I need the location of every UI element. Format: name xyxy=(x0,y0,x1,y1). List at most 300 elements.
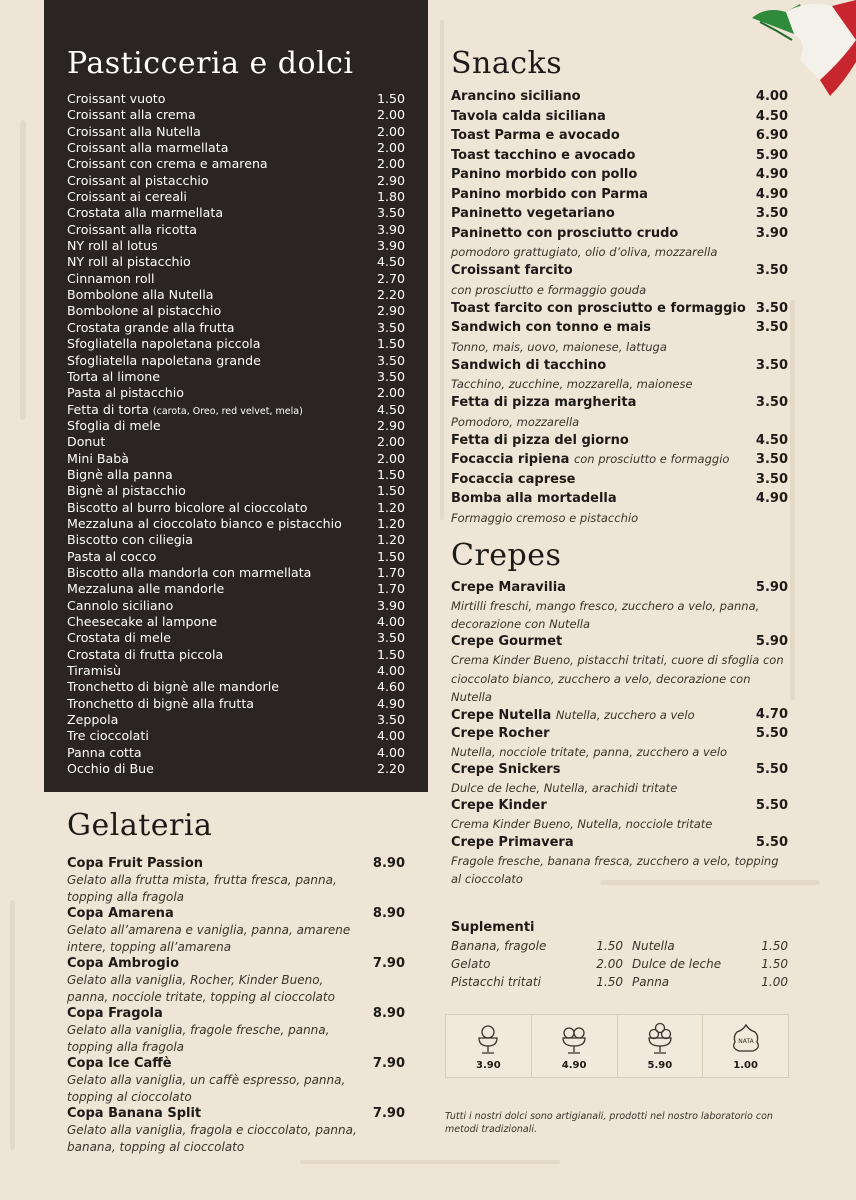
item-price: 3.50 xyxy=(755,300,788,316)
item-name: Tiramisù xyxy=(67,663,122,679)
item-price: 2.00 xyxy=(376,156,405,172)
menu-item xyxy=(67,124,405,140)
menu-item xyxy=(67,565,405,581)
item-name: Fetta di pizza del giorno xyxy=(451,432,629,448)
item-price: 4.70 xyxy=(755,707,788,723)
item-description: Gelato alla vaniglia, Rocher, Kinder Bueno, panna, nocciole tritate, topping al cioccolato xyxy=(67,973,335,1004)
item-name-wrap xyxy=(451,146,635,166)
item-name: Paninetto con prosciutto crudo xyxy=(451,225,679,241)
item-name: Crepe Primavera xyxy=(451,834,574,850)
menu-item xyxy=(67,369,405,385)
suplemento-price: 1.00 xyxy=(761,975,788,989)
item-name: Copa Fragola xyxy=(67,1006,163,1021)
item-price: 4.90 xyxy=(376,695,405,711)
item-name: Focaccia caprese xyxy=(451,471,576,487)
suplementi-section xyxy=(451,920,788,991)
item-name-wrap xyxy=(451,299,746,319)
menu-item xyxy=(67,712,405,728)
menu-item xyxy=(67,140,405,156)
item-name-wrap xyxy=(67,402,303,418)
item-price: 4.50 xyxy=(755,432,788,448)
menu-item xyxy=(451,797,788,815)
item-name: Cheesecake al lampone xyxy=(67,614,217,629)
item-name-wrap xyxy=(67,565,311,581)
scoop-price: 5.90 xyxy=(647,1059,673,1071)
item-price: 1.50 xyxy=(376,548,405,564)
item-name: Toast tacchino e avocado xyxy=(451,147,636,163)
item-price: 2.00 xyxy=(376,434,405,450)
item-head xyxy=(67,905,405,922)
suplemento-price: 1.50 xyxy=(596,939,623,953)
item-name-wrap xyxy=(67,254,191,270)
menu-item xyxy=(67,418,405,434)
item-head xyxy=(67,1005,405,1022)
menu-item xyxy=(451,706,788,725)
item-name: Crepe Nutella xyxy=(451,708,552,724)
item-description: Nutella, nocciole tritate, panna, zucchero a velo xyxy=(451,745,728,760)
menu-item xyxy=(451,107,788,127)
item-head xyxy=(67,1105,405,1122)
item-price: 1.50 xyxy=(376,91,405,106)
item-price: 7.90 xyxy=(372,956,405,971)
item-price: 2.00 xyxy=(376,107,405,123)
menu-item xyxy=(451,761,788,779)
item-head xyxy=(67,1055,405,1072)
item-name: Croissant farcito xyxy=(451,263,573,278)
item-price: 2.20 xyxy=(376,287,405,303)
item-price: 3.50 xyxy=(755,395,788,410)
menu-item xyxy=(67,532,405,548)
item-price: 3.50 xyxy=(755,263,788,278)
scoop-nata xyxy=(703,1015,788,1077)
pasticceria-title: Pasticceria e dolci xyxy=(67,46,354,81)
item-name: Sandwich di tacchino xyxy=(451,357,607,373)
item-name: Sandwich con tonno e mais xyxy=(451,320,652,335)
menu-item xyxy=(67,254,405,270)
suplementi-title: Suplementi xyxy=(451,920,535,935)
item-price: 8.90 xyxy=(372,906,405,921)
footer-note: Tutti i nostri dolci sono artigianali, prodotti nel nostro laboratorio con metodi tradizionali. xyxy=(445,1111,773,1135)
item-name: Zeppola xyxy=(67,712,119,728)
item-price: 3.50 xyxy=(755,471,788,487)
item-name-wrap xyxy=(67,336,261,352)
item-name: Croissant con crema e amarena xyxy=(67,156,268,172)
menu-item xyxy=(67,91,405,107)
one-scoop-cup-icon xyxy=(471,1022,505,1056)
item-name-wrap xyxy=(67,222,197,238)
item-name: Copa Fruit Passion xyxy=(67,856,204,871)
menu-item xyxy=(67,434,405,450)
item-name-wrap xyxy=(67,712,118,728)
item-name-wrap xyxy=(451,356,606,376)
item-name-wrap xyxy=(67,679,279,695)
item-price: 4.50 xyxy=(755,108,788,124)
item-name: Biscotto alla mandorla con marmellata xyxy=(67,564,312,580)
item-name: Crepe Maravilia xyxy=(451,580,566,595)
item-name: Occhio di Bue xyxy=(67,761,154,777)
menu-item xyxy=(67,1105,405,1155)
menu-item xyxy=(67,745,405,761)
item-name: Croissant al pistacchio xyxy=(67,172,209,188)
item-name: Cannolo siciliano xyxy=(67,597,174,613)
item-inline-desc: Nutella, zucchero a velo xyxy=(555,708,695,723)
item-name: Pasta al cocco xyxy=(67,548,157,564)
menu-item xyxy=(67,630,405,646)
item-name-wrap xyxy=(451,204,615,224)
menu-item xyxy=(451,318,788,338)
item-name: Cinnamon roll xyxy=(67,270,155,286)
suplemento-price: 1.50 xyxy=(761,939,788,953)
item-price: 4.90 xyxy=(755,491,788,506)
item-name-wrap xyxy=(67,320,235,336)
menu-item xyxy=(67,647,405,663)
menu-item xyxy=(451,431,788,451)
item-name: Croissant alla Nutella xyxy=(67,123,201,139)
item-head xyxy=(67,955,405,972)
item-name: Bignè al pistacchio xyxy=(67,483,186,499)
item-price: 1.20 xyxy=(376,532,405,548)
item-price: 1.80 xyxy=(376,189,405,205)
item-name: Croissant alla ricotta xyxy=(67,221,197,237)
menu-item xyxy=(67,483,405,499)
item-name: Fetta di pizza margherita xyxy=(451,395,637,410)
item-price: 8.90 xyxy=(372,856,405,871)
item-name-wrap xyxy=(67,91,165,107)
item-name-wrap xyxy=(451,579,566,597)
menu-item xyxy=(67,679,405,695)
item-name: Crepe Rocher xyxy=(451,726,550,742)
menu-item xyxy=(67,107,405,123)
item-name-wrap xyxy=(67,500,307,516)
item-name: Arancino siciliano xyxy=(451,89,581,104)
item-name: Croissant alla crema xyxy=(67,107,196,123)
menu-item xyxy=(67,696,405,712)
item-name: NY roll al lotus xyxy=(67,238,158,254)
menu-item xyxy=(67,271,405,287)
item-price: 4.00 xyxy=(755,89,788,104)
item-price: 1.70 xyxy=(376,564,405,580)
item-name-wrap xyxy=(451,126,620,146)
item-price: 5.90 xyxy=(755,634,788,650)
three-scoop-cup-icon xyxy=(643,1022,677,1056)
two-scoop-cup-icon xyxy=(557,1022,591,1056)
menu-item xyxy=(67,156,405,172)
item-name: Focaccia ripiena xyxy=(451,452,570,467)
menu-item xyxy=(67,467,405,483)
item-name-wrap xyxy=(451,393,636,413)
nata-icon xyxy=(729,1022,763,1056)
item-description: Fragole fresche, banana fresca, zucchero a velo, topping al cioccolato xyxy=(451,853,779,886)
item-name: Crepe Snickers xyxy=(451,762,561,778)
item-name-wrap xyxy=(67,745,142,761)
gelateria-list xyxy=(67,855,405,1155)
item-name-wrap xyxy=(67,467,173,483)
item-name-wrap xyxy=(67,303,221,319)
item-price: 2.00 xyxy=(376,140,405,156)
item-price: 3.90 xyxy=(755,225,788,241)
menu-item xyxy=(67,855,405,905)
item-name: Toast farcito con prosciutto e formaggio xyxy=(451,300,746,316)
menu-item xyxy=(67,189,405,205)
item-price: 4.90 xyxy=(755,167,788,182)
item-price: 5.90 xyxy=(755,147,788,163)
menu-item xyxy=(451,356,788,376)
item-price: 2.00 xyxy=(376,385,405,401)
item-price: 3.50 xyxy=(376,630,405,646)
item-price: 6.90 xyxy=(755,128,788,143)
menu-item xyxy=(451,834,788,852)
item-price: 2.00 xyxy=(376,450,405,466)
suplemento-name: Gelato xyxy=(451,957,491,971)
crepes-section xyxy=(451,538,788,888)
pasticceria-list xyxy=(67,91,405,777)
gelateria-section xyxy=(67,808,405,1155)
item-name-wrap xyxy=(67,173,209,189)
item-price: 4.90 xyxy=(755,186,788,202)
item-price: 3.50 xyxy=(376,352,405,368)
item-price: 4.60 xyxy=(376,679,405,695)
item-name-wrap xyxy=(67,124,201,140)
suplemento-name: Panna xyxy=(632,975,670,989)
scoop-one xyxy=(446,1015,532,1077)
pasticceria-panel xyxy=(44,0,428,792)
item-name: Panino morbido con Parma xyxy=(451,186,648,202)
item-name-wrap xyxy=(67,385,184,401)
menu-item xyxy=(451,165,788,185)
menu-item xyxy=(67,336,405,352)
item-price: 8.90 xyxy=(372,1006,405,1021)
item-price: 3.50 xyxy=(755,320,788,335)
item-description: Gelato alla frutta mista, frutta fresca, panna, topping alla fragola xyxy=(67,873,337,904)
item-description: Gelato alla vaniglia, un caffè espresso, panna, topping al cioccolato xyxy=(67,1073,346,1104)
item-name: Copa Ambrogio xyxy=(67,956,180,971)
item-price: 4.50 xyxy=(376,401,405,417)
item-price: 4.00 xyxy=(376,744,405,760)
scoop-price: 4.90 xyxy=(561,1059,587,1071)
menu-item xyxy=(451,489,788,509)
menu-item xyxy=(451,126,788,146)
item-name-wrap xyxy=(67,630,171,646)
item-price: 5.90 xyxy=(755,580,788,595)
menu-item xyxy=(67,955,405,1005)
suplemento-price: 2.00 xyxy=(596,957,623,971)
item-name-wrap xyxy=(451,797,547,815)
item-name-wrap xyxy=(67,189,187,205)
item-price: 4.00 xyxy=(376,663,405,679)
item-name-wrap xyxy=(67,156,268,172)
item-price: 4.00 xyxy=(376,728,405,744)
item-price: 3.50 xyxy=(755,357,788,373)
menu-item xyxy=(67,353,405,369)
item-price: 2.20 xyxy=(376,761,405,777)
item-name: Panino morbido con pollo xyxy=(451,167,638,182)
menu-item xyxy=(451,261,788,281)
item-name: Bombolone al pistacchio xyxy=(67,303,222,319)
menu-item xyxy=(451,633,788,651)
item-name: Sfogliatella napoletana grande xyxy=(67,352,261,368)
item-name-wrap xyxy=(67,238,158,254)
item-price: 5.50 xyxy=(755,834,788,850)
menu-item xyxy=(451,579,788,597)
item-price: 1.70 xyxy=(376,581,405,597)
item-price: 2.90 xyxy=(376,417,405,433)
scoop-three xyxy=(618,1015,704,1077)
item-name: Bomba alla mortadella xyxy=(451,491,617,506)
item-name-wrap xyxy=(67,728,149,744)
scoop-price-box xyxy=(445,1014,789,1078)
menu-item xyxy=(451,725,788,743)
item-name-wrap xyxy=(67,483,186,499)
item-price: 3.90 xyxy=(376,221,405,237)
item-name-wrap xyxy=(67,532,193,548)
item-price: 3.50 xyxy=(755,452,788,467)
item-name: Paninetto vegetariano xyxy=(451,206,615,221)
item-name-wrap xyxy=(451,107,606,127)
item-description: Mirtilli freschi, mango fresco, zucchero a velo, panna, decorazione con Nutella xyxy=(451,599,760,632)
nata-label: NATA xyxy=(737,1037,754,1045)
item-name-wrap xyxy=(451,633,562,651)
menu-item xyxy=(67,1055,405,1105)
item-name: Crostata alla marmellata xyxy=(67,205,224,221)
item-name-wrap xyxy=(67,696,254,712)
item-name: Bombolone alla Nutella xyxy=(67,287,214,303)
menu-item xyxy=(67,205,405,221)
menu-item xyxy=(67,222,405,238)
item-name-wrap xyxy=(451,318,651,338)
item-price: 5.50 xyxy=(755,726,788,742)
menu-item xyxy=(67,728,405,744)
menu-item xyxy=(67,905,405,955)
item-price: 4.50 xyxy=(376,254,405,270)
item-name-wrap xyxy=(451,834,574,852)
item-name-wrap xyxy=(451,431,629,451)
menu-item xyxy=(451,393,788,413)
item-name: Copa Amarena xyxy=(67,906,174,921)
menu-item xyxy=(67,761,405,777)
item-name-wrap xyxy=(67,614,217,630)
item-name: Crostata di mele xyxy=(67,630,172,646)
item-name: Mezzaluna alle mandorle xyxy=(67,581,225,597)
item-description: pomodoro grattugiato, olio d’oliva, mozzarella xyxy=(451,245,718,259)
item-name-wrap xyxy=(67,598,173,614)
menu-item xyxy=(451,87,788,107)
snacks-section xyxy=(451,46,788,527)
item-name: Tavola calda siciliana xyxy=(451,108,606,124)
item-name: Panna cotta xyxy=(67,744,142,760)
item-price: 3.90 xyxy=(376,597,405,613)
item-name: Biscotto al burro bicolore al cioccolato xyxy=(67,499,308,515)
item-name: Tronchetto di bignè alla frutta xyxy=(67,695,255,711)
menu-item xyxy=(451,146,788,166)
item-price: 1.20 xyxy=(376,499,405,515)
item-name-wrap xyxy=(67,107,196,123)
gelateria-title: Gelateria xyxy=(67,808,213,843)
crepes-list xyxy=(451,579,788,888)
menu-item xyxy=(451,224,788,244)
item-name: Donut xyxy=(67,434,106,450)
item-description: Crema Kinder Bueno, pistacchi tritati, cuore di sfoglia con cioccolato bianco, zucchero a velo, decorazione con Nutella xyxy=(451,653,784,704)
scoop-price: 1.00 xyxy=(733,1059,758,1071)
item-price: 2.90 xyxy=(376,303,405,319)
item-name: Torta al limone xyxy=(67,368,161,384)
menu-item xyxy=(67,303,405,319)
item-price: 1.50 xyxy=(376,336,405,352)
crepes-title: Crepes xyxy=(451,538,562,573)
item-name-wrap xyxy=(67,761,154,777)
menu-item xyxy=(451,470,788,490)
item-name: Croissant vuoto xyxy=(67,91,166,106)
item-name-wrap xyxy=(451,470,576,490)
item-name-wrap xyxy=(451,165,637,185)
menu-item xyxy=(67,516,405,532)
item-price: 2.00 xyxy=(376,123,405,139)
snacks-title: Snacks xyxy=(451,46,563,81)
item-price: 3.50 xyxy=(376,368,405,384)
item-name: Tre cioccolati xyxy=(67,728,149,744)
item-name-wrap xyxy=(451,725,550,743)
item-name: Sfogliatella napoletana piccola xyxy=(67,336,261,352)
menu-item xyxy=(67,287,405,303)
item-price: 1.50 xyxy=(376,483,405,499)
item-name: Tronchetto di bignè alle mandorle xyxy=(67,679,279,695)
item-name-wrap xyxy=(67,418,161,434)
item-price: 1.20 xyxy=(376,515,405,531)
item-description: Tacchino, zucchine, mozzarella, maionese xyxy=(451,377,693,391)
item-price: 4.00 xyxy=(376,614,405,629)
item-name-wrap xyxy=(451,450,729,470)
item-name: Mezzaluna al cioccolato bianco e pistacchio xyxy=(67,515,342,531)
item-price: 2.70 xyxy=(376,270,405,286)
item-price: 3.50 xyxy=(376,712,405,728)
item-name-wrap xyxy=(67,516,342,532)
item-description: Gelato alla vaniglia, fragola e cioccolato, panna, banana, topping al cioccolato xyxy=(67,1123,357,1154)
scoop-two xyxy=(532,1015,618,1077)
menu-item xyxy=(67,238,405,254)
item-name: Croissant ai cereali xyxy=(67,189,187,205)
item-name: Crostata di frutta piccola xyxy=(67,646,224,662)
item-price: 3.50 xyxy=(376,205,405,221)
menu-item xyxy=(451,299,788,319)
item-name: Biscotto con ciliegia xyxy=(67,532,193,548)
menu-item xyxy=(67,402,405,418)
item-name-wrap xyxy=(451,489,617,509)
item-inline-desc: con prosciutto e formaggio xyxy=(573,452,730,466)
item-name-wrap xyxy=(67,205,223,221)
item-name-wrap xyxy=(67,663,121,679)
item-name-wrap xyxy=(451,706,695,725)
item-description: Gelato alla vaniglia, fragole fresche, panna, topping alla fragola xyxy=(67,1023,330,1054)
item-description: con prosciutto e formaggio gouda xyxy=(451,282,647,297)
menu-item xyxy=(67,581,405,597)
item-price: 2.90 xyxy=(376,172,405,188)
item-name: Toast Parma e avocado xyxy=(451,128,620,143)
item-name-wrap xyxy=(67,271,155,287)
item-name-wrap xyxy=(67,434,105,450)
item-name: Sfoglia di mele xyxy=(67,417,161,433)
item-price: 3.90 xyxy=(376,238,405,254)
suplemento-price: 1.50 xyxy=(761,957,788,971)
menu-item xyxy=(67,663,405,679)
item-price: 1.50 xyxy=(376,466,405,482)
item-note: (carota, Oreo, red velvet, mela) xyxy=(152,405,303,417)
suplementi-grid xyxy=(451,937,788,991)
item-price: 7.90 xyxy=(372,1056,405,1071)
item-name-wrap xyxy=(67,287,214,303)
item-name: Fetta di torta xyxy=(67,401,149,417)
item-name: Copa Ice Caffè xyxy=(67,1056,172,1071)
suplemento-name: Banana, fragole xyxy=(451,939,547,953)
menu-item xyxy=(67,598,405,614)
